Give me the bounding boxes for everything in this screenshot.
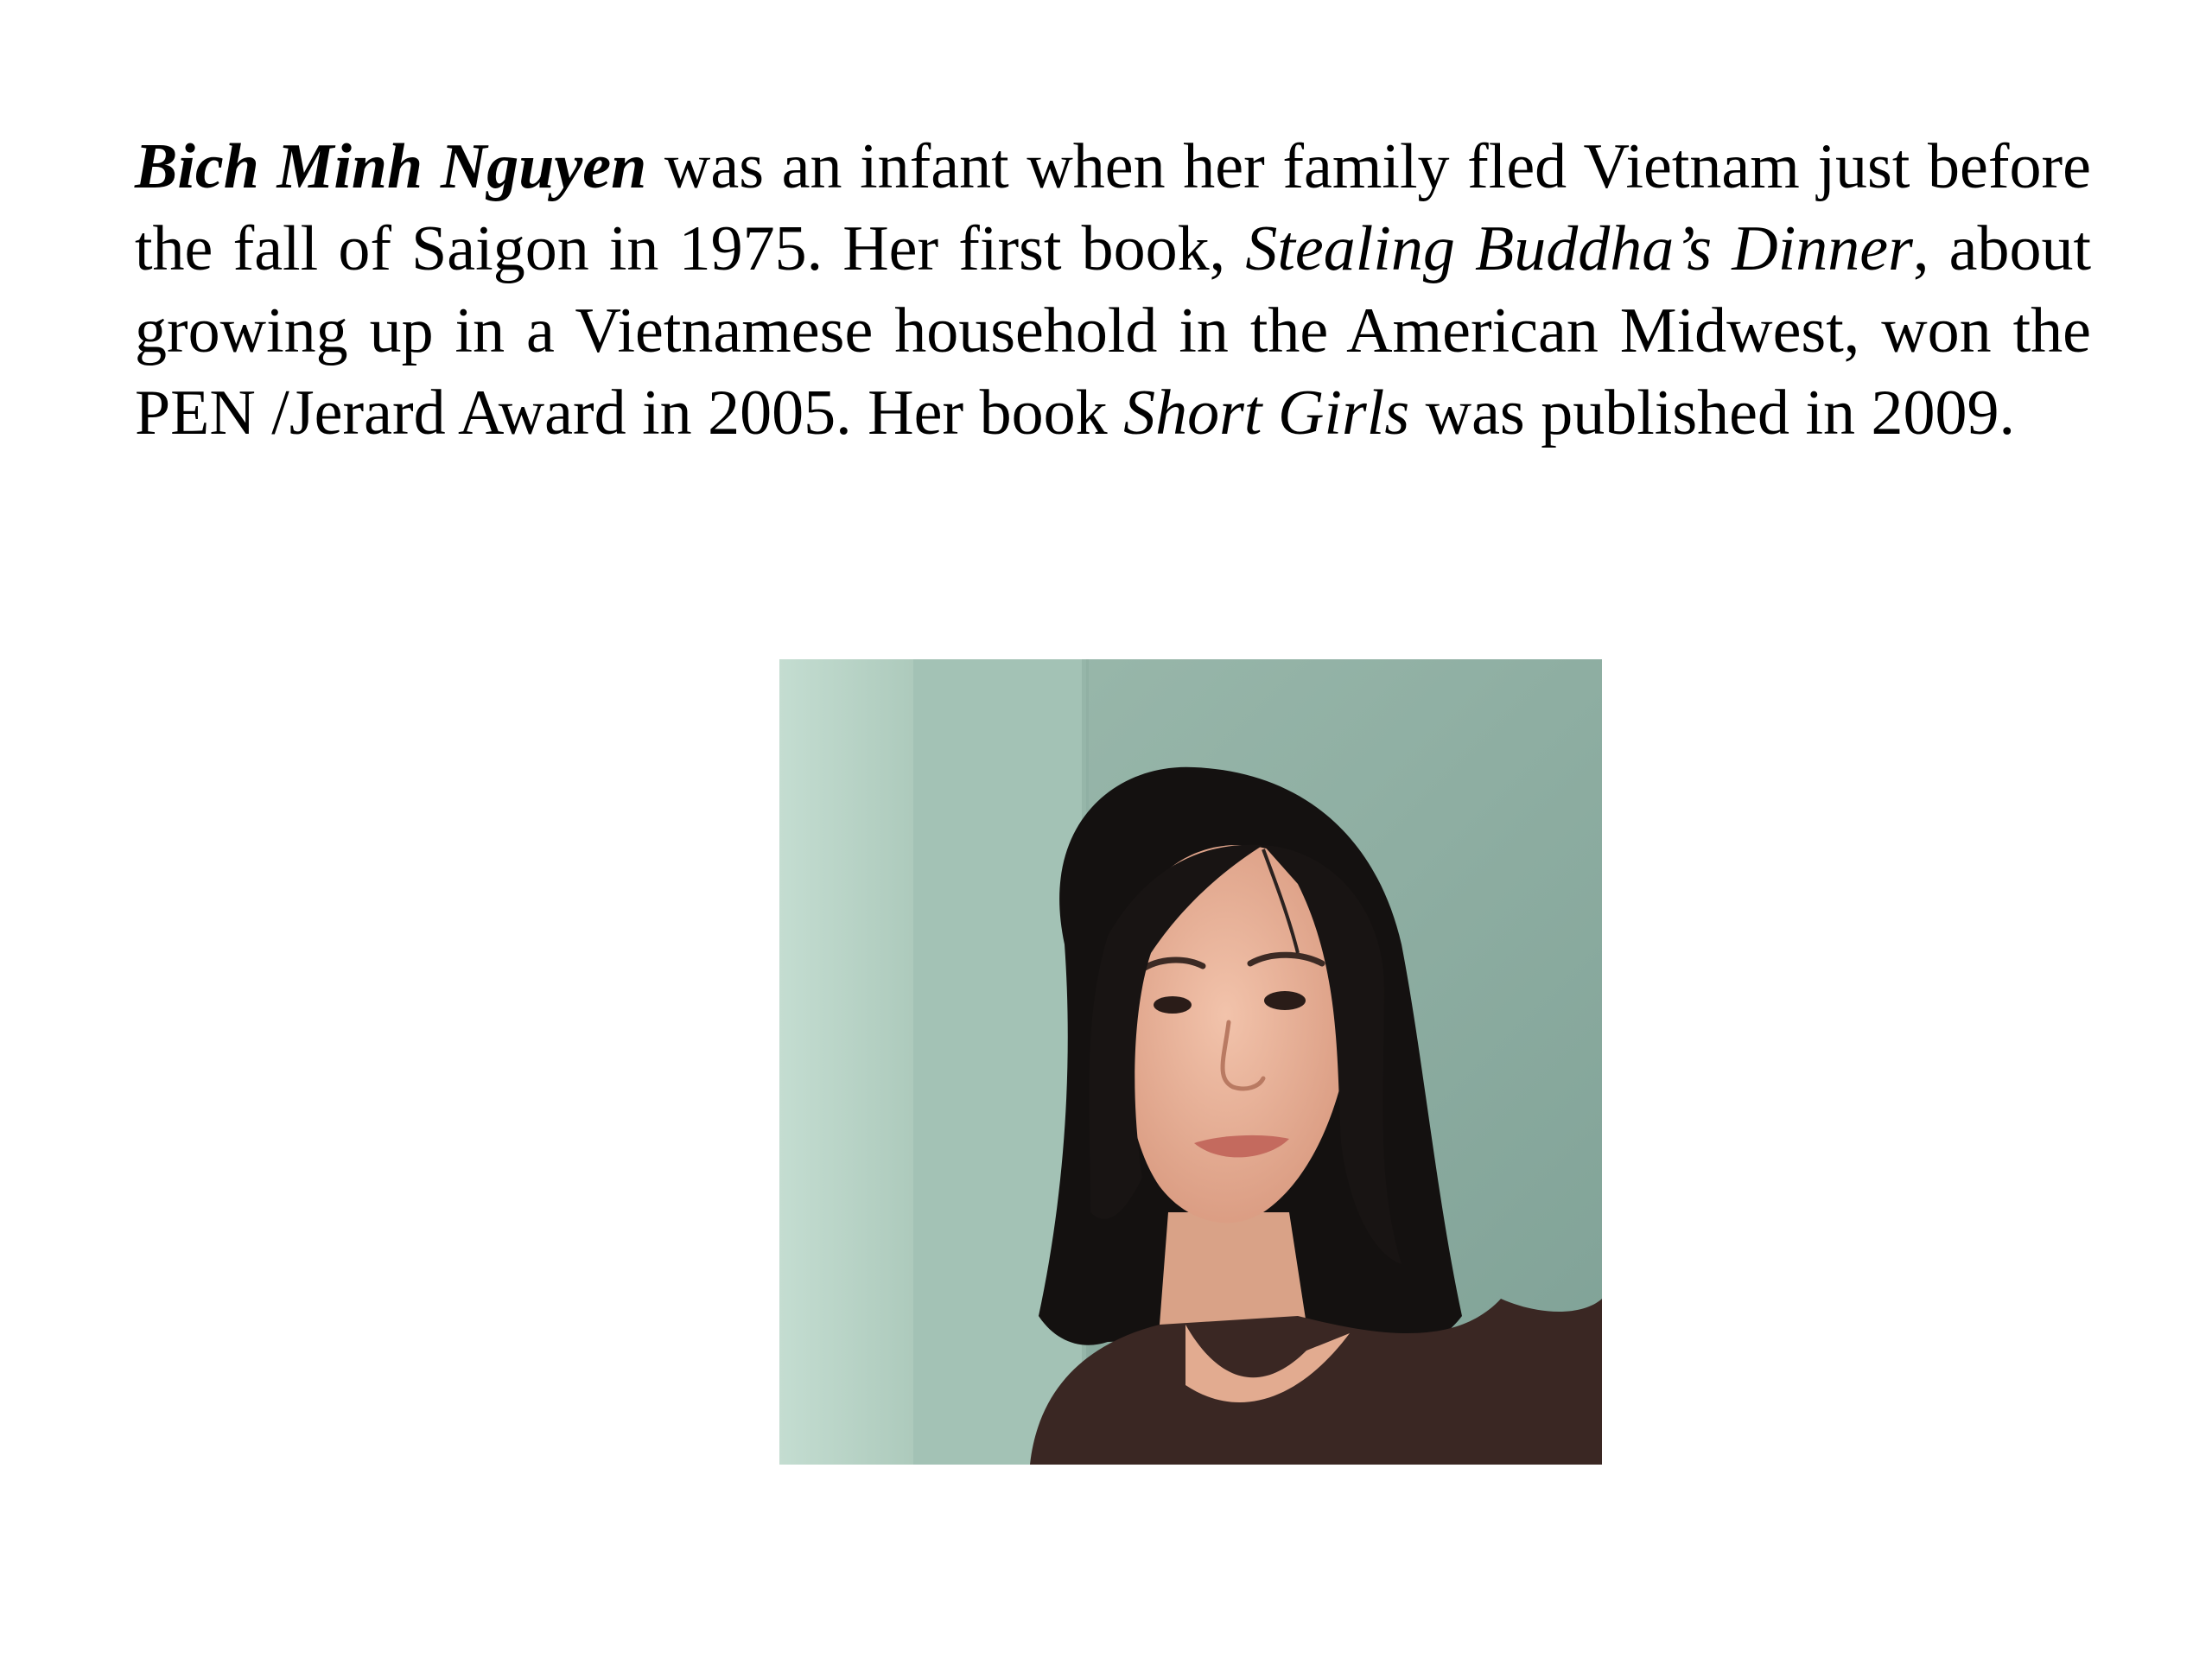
bio-text-2: , about growing up in a Vietnamese household in the American Midwest, won the PEN /Jerard Award in 2005. Her book: [135, 213, 2092, 448]
book-title-1: Stealing Buddha’s Dinner: [1245, 213, 1913, 284]
bio-paragraph: [135, 126, 2091, 454]
bio-text-1: was an infant when her family fled Vietnam just before the fall of Saigon in 1975. Her first book,: [135, 131, 2091, 284]
author-photo: [779, 659, 1602, 1465]
book-title-2: Short Girls: [1123, 378, 1410, 448]
author-name: Bich Minh Nguyen: [135, 131, 647, 202]
portrait-image: [779, 659, 1602, 1465]
bio-text-3: was published in 2009.: [1409, 378, 2016, 448]
